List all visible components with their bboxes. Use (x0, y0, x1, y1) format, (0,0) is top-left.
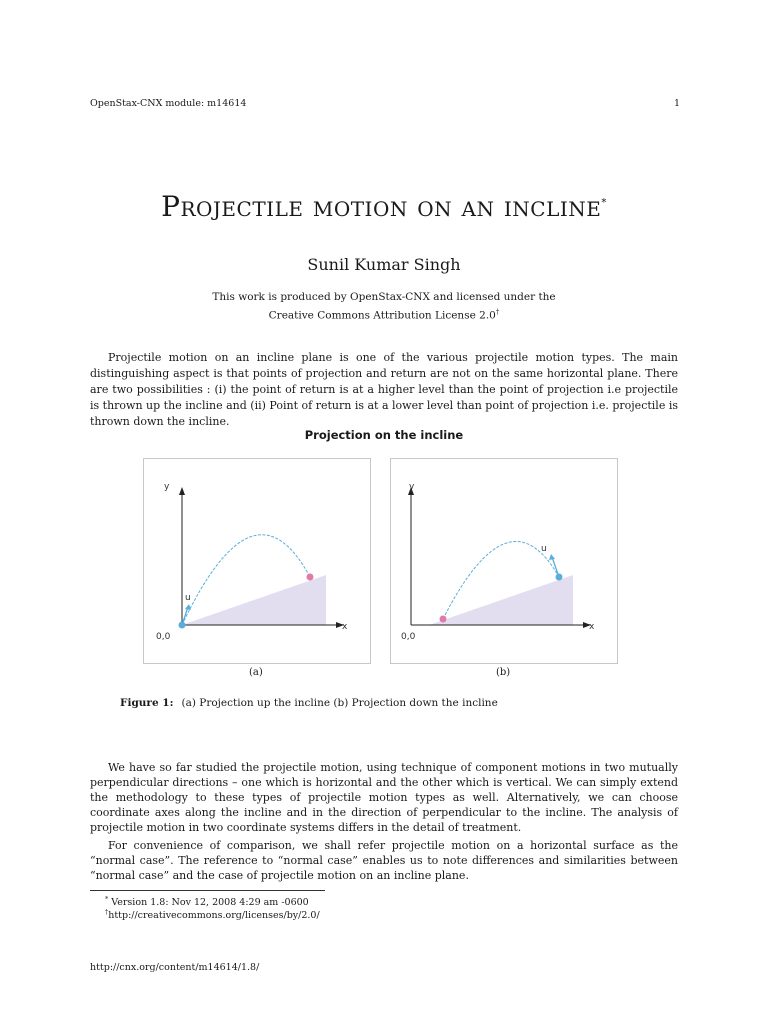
origin-label: 0,0 (156, 632, 171, 642)
x-axis-label: x (342, 622, 348, 632)
running-header: OpenStax-CNX module: m14614 (90, 98, 247, 109)
title-footnote-mark: * (601, 197, 607, 209)
return-point (440, 616, 447, 623)
projection-point (556, 574, 563, 581)
velocity-arrow (549, 554, 555, 560)
footnote-version-text: Version 1.8: Nov 12, 2008 4:29 am -0600 (111, 897, 309, 909)
license-line-2 (0, 305, 768, 324)
license-line-1: This work is produced by OpenStax-CNX and licensed under the (212, 291, 556, 303)
caption-text: (a) Projection up the incline (b) Projection down the incline (181, 697, 498, 709)
author: Sunil Kumar Singh (307, 255, 461, 274)
projection-point (179, 622, 186, 629)
license-footnote-mark: † (495, 308, 500, 316)
diagram-down-incline (391, 459, 617, 663)
footnote-version (105, 895, 309, 908)
subfigure-label-b: (b) (496, 667, 511, 678)
page-number: 1 (674, 98, 681, 109)
figure-panel-b (390, 458, 618, 664)
footnote-rule (90, 890, 325, 891)
footnote-mark-2: † (105, 908, 109, 916)
velocity-arrow (185, 604, 191, 610)
paper-title (0, 190, 768, 223)
x-axis-label: x (589, 622, 595, 632)
velocity-label: u (541, 544, 547, 554)
paragraph-intro: Projectile motion on an incline plane is one of the various projectile motion types. The main distinguishing aspect is that points of projection and return are not on the same horizontal plane. There are two possibilities : (i) the point of return is at a higher level than the point of projection i.e projectile is thrown up the incline and (ii) Point of return is at a lower level than point of projection i.e. projectile is thrown down the incline. (90, 351, 678, 428)
velocity-label: u (185, 593, 191, 603)
figure-title: Projection on the incline (304, 428, 464, 442)
incline-wedge (429, 575, 573, 625)
y-axis-arrow (179, 487, 185, 495)
subfigure-label-a: (a) (249, 667, 263, 678)
footer-url[interactable]: http://cnx.org/content/m14614/1.8/ (90, 962, 260, 973)
paragraph-methodology: We have so far studied the projectile motion, using technique of component motions in two mutually perpendicular directions – one which is horizontal and the other which is vertical. We can simply extend the methodology to these types of projectile motion types as well. Alternatively, we can choose coordinate axes along the incline and in the direction of perpendicular to the incline. The analysis of projectile motion in two coordinate systems differs in the detail of treatment. (90, 761, 678, 834)
paragraph-normal-case: For convenience of comparison, we shall refer projectile motion on a horizontal surface as the “normal case”. The reference to “normal case” enables us to note differences and similarities between “normal case” and the case of projectile motion on an incline plane. (90, 839, 678, 882)
title-text: Projectile motion on an incline (161, 190, 602, 223)
footnote-mark-1: * (105, 895, 109, 903)
footnote-license-link[interactable] (105, 908, 320, 921)
diagram-up-incline (144, 459, 370, 663)
caption-label: Figure 1: (120, 697, 174, 709)
y-axis-label: y (409, 482, 415, 492)
figure-caption (120, 697, 498, 709)
license-name: Creative Commons Attribution License 2.0 (268, 309, 496, 322)
origin-label: 0,0 (401, 632, 416, 642)
figure-panel-a (143, 458, 371, 664)
y-axis-label: y (164, 482, 170, 492)
return-point (307, 574, 314, 581)
license-notice (0, 290, 768, 324)
incline-wedge (182, 575, 326, 625)
footnote-license-url[interactable]: http://creativecommons.org/licenses/by/2.0/ (108, 910, 320, 922)
